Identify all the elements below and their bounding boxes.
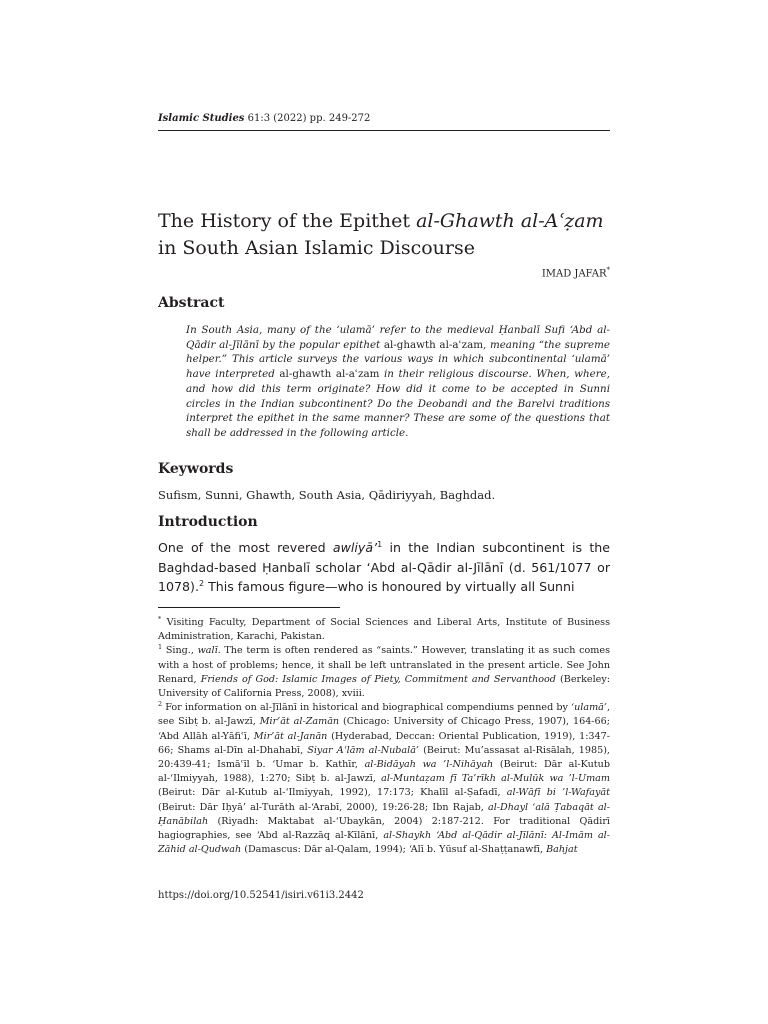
keywords-text: Sufism, Sunni, Ghawth, South Asia, Qādiriyyah, Baghdad. — [158, 488, 496, 502]
fn2-italic: al-Bidāyah wa ’l-Nihāyah — [364, 759, 494, 771]
fn1-text: (Berkeley: University of California Press, 2008), xviii. — [158, 673, 610, 700]
fn2-italic: al-Wāfī bi ’l-Wafayāt — [506, 787, 610, 799]
fn2-italic: al-Dhayl ‘alā Ṭabaqāt al-Ḥanābilah — [158, 801, 610, 827]
footnote-2 — [158, 701, 610, 857]
footnote-ref-1[interactable]: 1 — [377, 539, 383, 549]
fn1-text: Sing., — [162, 645, 198, 657]
footnote-1 — [158, 644, 610, 701]
introduction-text — [158, 538, 610, 597]
title-italic: al-Ghawth al-Aʿẓam — [416, 210, 604, 232]
abstract-term-2: al-ghawth al-aʿzam — [279, 368, 380, 381]
fn1-italic: Friends of God: Islamic Images of Piety, Commitment and Servanthood — [200, 673, 556, 685]
fn2-text: (Damascus: Dār al-Qalam, 1994); ‘Alī b. Yūsuf al-Shaṭṭanawfī, — [241, 844, 547, 856]
author-name — [158, 264, 610, 280]
footnote-mark-2: 2 — [158, 700, 163, 709]
fn2-italic: ‘ulamā’ — [571, 702, 607, 714]
abstract-text — [186, 323, 610, 441]
intro-part-2: in the Indian subcontinent is the Baghdad-based Ḥanbalī scholar ‘Abd al-Qādir al-Jīlānī (d. 561/1077 or 1078). — [158, 540, 610, 594]
title-text-2: in South Asian Islamic Discourse — [158, 237, 475, 259]
footnote-mark-author: * — [158, 614, 162, 623]
author-name-text: IMAD JAFAR — [541, 268, 607, 280]
fn2-italic: Mir’āt al-Zamān — [259, 716, 340, 728]
abstract-heading: Abstract — [158, 295, 225, 311]
fn1-text: . The term is often rendered as “saints.” However, translating it as such comes with a host of problems; hence, it shall be left untranslated in the present article. See John Renard, — [158, 645, 610, 685]
fn2-text: (Beirut: Mu’assasat al-Risālah, 1985), 20:439-41; Ismāʿīl b. ‘Umar b. Kathīr, — [158, 744, 610, 771]
intro-part-3: This famous figure—who is honoured by virtually all Sunni — [204, 579, 575, 594]
article-title — [158, 208, 610, 262]
journal-name: Islamic Studies — [158, 113, 245, 124]
footnote-author-text: Visiting Faculty, Department of Social Sciences and Liberal Arts, Institute of Business Administration, Karachi, Pakistan. — [158, 617, 610, 643]
fn2-text: (Riyadh: Maktabat al-‘Ubaykān, 2004) 2:187-212. For traditional Qādirī hagiographies, see ‘Abd al-Razzāq al-Kīlānī, — [158, 815, 610, 842]
fn2-italic: Bahjat — [546, 844, 578, 856]
footnote-mark-1: 1 — [158, 643, 163, 652]
header-rule — [158, 130, 610, 131]
fn2-italic: Siyar Aʿlām al-Nubalā’ — [307, 744, 419, 756]
fn2-text: (Beirut: Dār Iḥyā’ al-Turāth al-‘Arabī, 2000), 19:26-28; Ibn Rajab, — [158, 801, 488, 813]
fn2-text: (Beirut: Dār al-Kutub al-‘Ilmiyyah, 1988), 1:270; Sibṭ b. al-Jawzī, — [158, 759, 610, 785]
keywords-heading: Keywords — [158, 461, 234, 477]
fn2-italic: Mir’āt al-Janān — [253, 730, 328, 742]
fn2-italic: al-Muntaẓam fī Ta’rīkh al-Mulūk wa ’l-Umam — [381, 773, 610, 785]
fn2-text: , see Sibṭ b. al-Jawzī, — [158, 702, 610, 728]
footnote-author — [158, 616, 610, 644]
intro-part-1: One of the most revered — [158, 540, 333, 555]
introduction-heading: Introduction — [158, 514, 258, 530]
fn2-text: (Beirut: Dār al-Kutub al-‘Ilmiyyah, 1992), 17:173; Khalīl al-Ṣafadī, — [158, 787, 507, 799]
author-footnote-mark[interactable]: * — [606, 266, 610, 274]
intro-italic-1: awliyā’ — [332, 540, 378, 555]
footnotes — [158, 616, 610, 857]
footnote-rule — [158, 607, 340, 608]
running-header — [158, 113, 610, 125]
title-text-1: The History of the Epithet — [158, 210, 417, 232]
journal-citation: 61:3 (2022) pp. 249-272 — [244, 113, 371, 124]
abstract-term-1: al-ghawth al-aʿzam — [383, 338, 483, 351]
abstract-part-2: , meaning “the supreme helper.” This article surveys the various ways in which subcontinental ‘ulamā’ have interpreted — [186, 338, 610, 381]
fn1-italic: walī — [197, 645, 218, 657]
doi-link[interactable]: https://doi.org/10.52541/isiri.v61i3.2442 — [158, 890, 364, 901]
abstract-part-3: in their religious discourse. When, where, and how did this term originate? How did it come to be accepted in Sunni circles in the Indian subcontinent? Do the Deobandi and the Barelvi traditions interpret the epithet in the same manner? These are some of the questions that shall be addressed in the following article. — [186, 368, 610, 439]
fn2-italic: al-Shaykh ‘Abd al-Qādir al-Jīlānī: Al-Imām al-Zāhid al-Qudwah — [158, 830, 610, 856]
fn2-text: (Hyderabad, Deccan: Oriental Publication, 1919), 1:347-66; Shams al-Dīn al-Dhahabī, — [158, 730, 610, 756]
footnote-ref-2[interactable]: 2 — [198, 578, 205, 588]
fn2-text: For information on al-Jīlānī in historical and biographical compendiums penned by — [162, 702, 572, 714]
abstract-part-1: In South Asia, many of the ‘ulamā’ refer to the medieval Ḥanbalī Sufi ‘Abd al-Qādir al-Jīlānī by the popular epithet — [186, 324, 610, 351]
fn2-text: (Chicago: University of Chicago Press, 1907), 164-66; ‘Abd Allāh al-Yāfiʿī, — [158, 716, 610, 742]
